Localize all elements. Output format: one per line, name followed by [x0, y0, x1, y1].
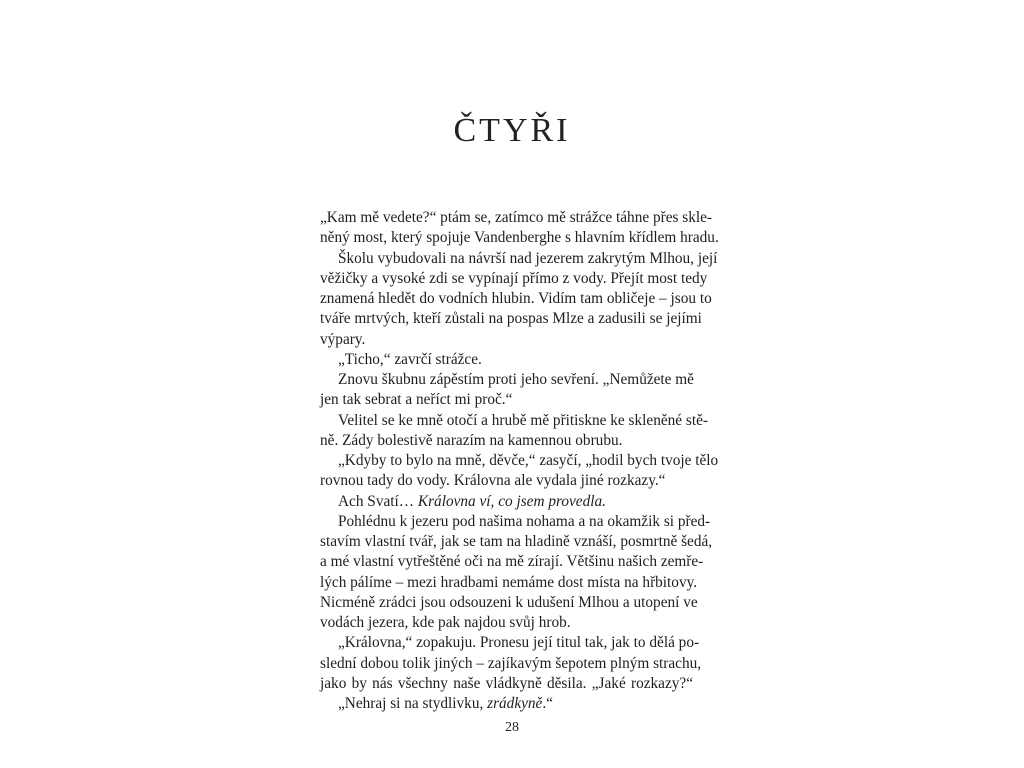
text-line-content: a mé vlastní vytřeštěné oči na mě zírají. Většinu našich zemře- [320, 553, 704, 571]
text-line [320, 208, 713, 228]
text-line-content: „Královna,“ zopakuju. Pronesu její titul tak, jak to dělá po- [338, 634, 700, 652]
text-line-content: Nicméně zrádci jsou odsouzeni k udušení Mlhou a utopení ve [320, 593, 698, 611]
text-line-content: „Kam mě vedete?“ ptám se, zatímco mě strážce táhne přes skle- [320, 209, 713, 226]
text-line [320, 532, 713, 552]
text-line [320, 249, 718, 269]
text-line [320, 330, 693, 350]
italic-text: Královna ví, co jsem provedla. [417, 492, 606, 510]
text-line-content: něný most, který spojuje Vandenberghe s hlavním křídlem hradu. [320, 229, 719, 247]
text-line [320, 451, 719, 471]
text-line-content: „Ticho,“ zavrčí strážce. [338, 350, 482, 368]
text-line [320, 370, 693, 390]
text-line [320, 593, 698, 613]
text-line-content: jako by nás všechny naše vládkyně děsila. „Jaké rozkazy?“ [320, 674, 693, 692]
text-line [320, 390, 693, 410]
text-line-content: jen tak sebrat a neříct mi proč.“ [320, 391, 513, 409]
text-line [320, 512, 711, 532]
text-line [320, 289, 712, 309]
text-line-content: slední dobou tolik jiných – zajíkavým šepotem plným strachu, [320, 654, 702, 672]
text-line [320, 431, 693, 451]
text-line-content: výpary. [320, 330, 366, 348]
text-line [320, 654, 702, 674]
text-line [320, 269, 708, 289]
text-line [320, 694, 693, 714]
text-line-content: „Nehraj si na stydlivku, [338, 695, 488, 712]
text-line [320, 471, 693, 491]
text-line-content: Pohlédnu k jezeru pod našima nohama a na okamžik si před- [338, 512, 711, 530]
text-line [320, 674, 693, 694]
text-line-content: ně. Zády bolestivě narazím na kamennou obrubu. [320, 431, 623, 449]
text-line-content: vodách jezera, kde pak najdou svůj hrob. [320, 614, 571, 631]
text-line [320, 350, 693, 370]
italic-text: zrádkyně [487, 695, 543, 712]
text-line [320, 492, 693, 512]
text-line [320, 411, 708, 431]
text-line-content: „Kdyby to bylo na mně, děvče,“ zasyčí, „hodil bych tvoje tělo [338, 452, 719, 469]
text-line-tail: .“ [542, 695, 553, 712]
text-line-content: věžičky a vysoké zdi se vypínají přímo z vody. Přejít most tedy [320, 269, 708, 287]
text-line [320, 573, 698, 593]
text-line [320, 552, 704, 572]
page-number: 28 [505, 720, 519, 735]
text-line [320, 309, 702, 329]
chapter-title: ČTYŘI [453, 112, 571, 149]
text-line-content: Znovu škubnu zápěstím proti jeho sevření. „Nemůžete mě [338, 371, 694, 388]
chapter-body-text [320, 208, 719, 714]
text-line-content: Velitel se ke mně otočí a hrubě mě přitiskne ke skleněné stě- [338, 411, 708, 429]
text-line-content: stavím vlastní tvář, jak se tam na hladině vznáší, posmrtně šedá, [320, 533, 713, 550]
text-line-content: tváře mrtvých, kteří zůstali na pospas Mlze a zadusili se jejími [320, 310, 702, 328]
text-line-content: lých pálíme – mezi hradbami nemáme dost místa na hřbitovy. [320, 573, 698, 591]
text-line-content: rovnou tady do vody. Královna ale vydala jiné rozkazy.“ [320, 472, 666, 490]
text-line-content: Školu vybudovali na návrší nad jezerem zakrytým Mlhou, její [338, 249, 718, 267]
text-line [320, 228, 719, 248]
text-line [320, 613, 693, 633]
text-line-content: Ach Svatí… [338, 492, 418, 510]
text-line-content: znamená hledět do vodních hlubin. Vidím tam obličeje – jsou to [320, 290, 712, 307]
text-line [320, 633, 700, 653]
